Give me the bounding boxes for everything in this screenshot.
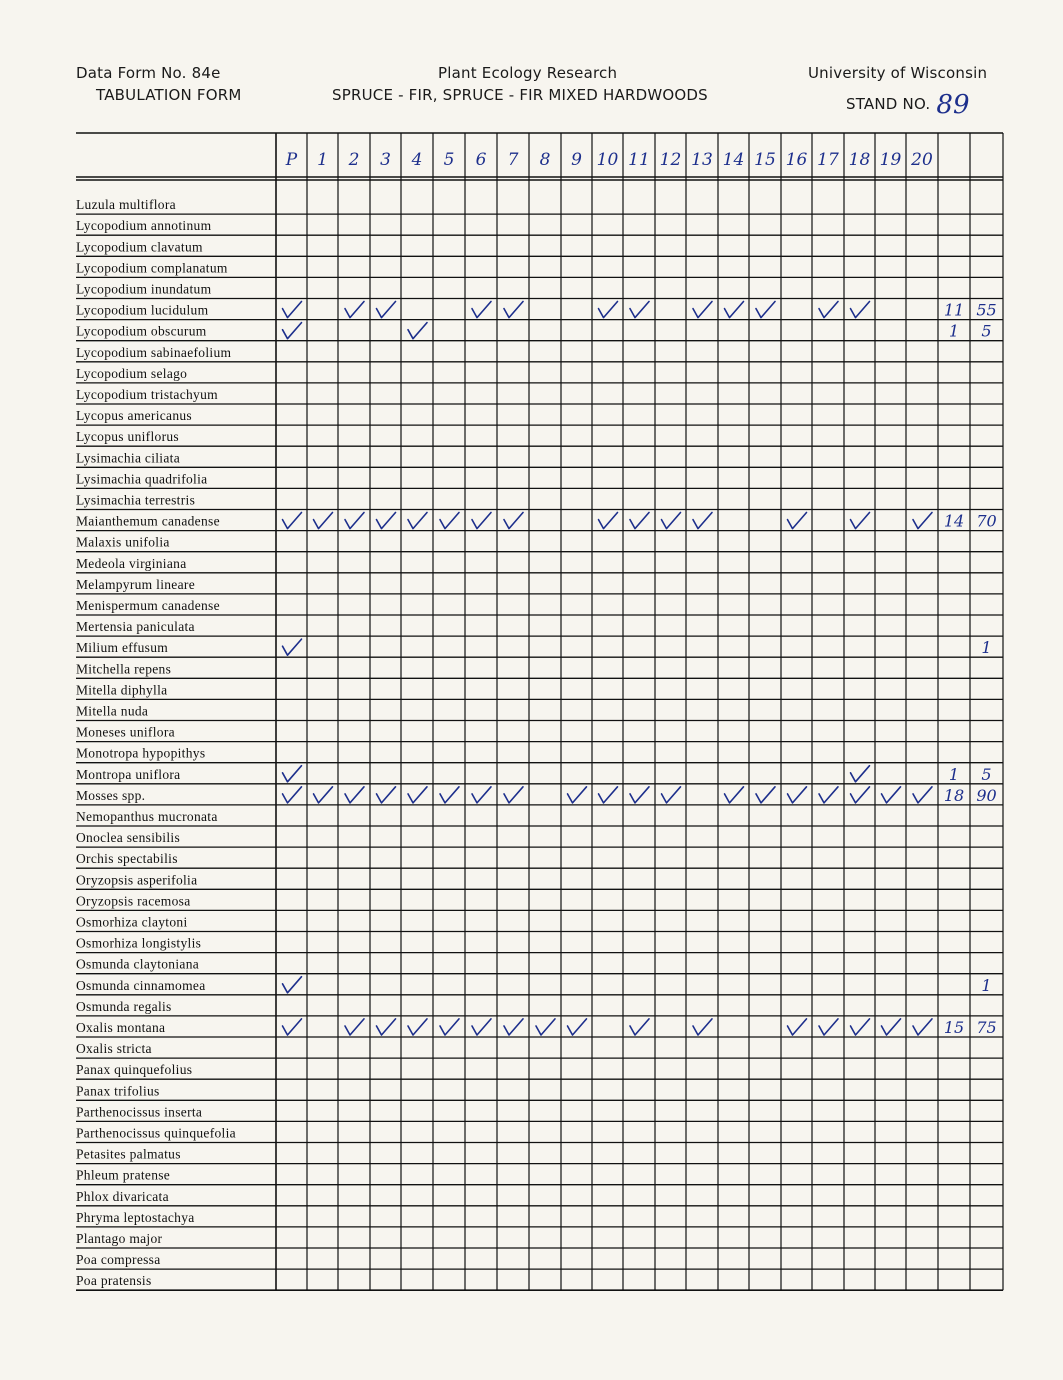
check-mark (345, 1019, 364, 1035)
check-mark (472, 787, 491, 803)
column-header: 3 (380, 150, 391, 170)
check-mark (377, 1019, 396, 1035)
species-name: Menispermum canadense (76, 598, 220, 613)
column-header: 17 (817, 150, 839, 170)
check-mark (630, 787, 649, 803)
column-header: P (285, 150, 298, 170)
species-name: Oxalis stricta (76, 1041, 152, 1057)
frequency-percent: 90 (976, 785, 997, 805)
species-name: Lycopodium clavatum (76, 239, 203, 255)
species-name: Petasites palmatus (76, 1146, 181, 1162)
check-mark (440, 513, 459, 529)
species-name: Oxalis montana (76, 1020, 166, 1035)
check-mark (408, 787, 427, 803)
species-name: Poa compressa (76, 1252, 161, 1268)
check-mark (504, 302, 523, 318)
species-name: Monotropa hypopithys (76, 745, 206, 761)
form-type: TABULATION FORM (96, 86, 242, 104)
check-mark (819, 1019, 838, 1035)
column-header: 14 (722, 150, 745, 170)
frequency-percent: 55 (976, 300, 997, 320)
species-name: Phlox divaricata (76, 1188, 169, 1204)
frequency-count: 15 (943, 1018, 965, 1037)
species-name: Lycopodium complanatum (76, 260, 228, 276)
form-subtitle: SPRUCE - FIR, SPRUCE - FIR MIXED HARDWOODS (332, 86, 708, 104)
check-mark (504, 1019, 523, 1035)
check-mark (504, 513, 523, 529)
species-name: Poa pratensis (76, 1273, 152, 1289)
check-mark (283, 302, 302, 318)
organization: Plant Ecology Research (438, 64, 618, 82)
check-mark (568, 787, 587, 803)
species-name: Osmunda claytoniana (76, 956, 200, 972)
column-header: 9 (571, 150, 582, 170)
stand-value: 89 (936, 90, 970, 120)
species-name: Osmunda regalis (76, 998, 172, 1014)
species-name: Lycopodium selago (76, 365, 188, 381)
species-name: Osmorhiza longistylis (76, 935, 202, 951)
species-name: Osmunda cinnamomea (76, 977, 206, 993)
column-header: 8 (539, 150, 551, 170)
check-mark (283, 787, 302, 803)
check-mark (314, 787, 333, 803)
species-name: Lycopodium obscurum (76, 323, 207, 339)
column-header: 4 (411, 150, 423, 170)
species-name: Plantago major (76, 1231, 163, 1246)
column-header: 5 (443, 150, 455, 170)
frequency-count: 18 (943, 785, 965, 805)
column-header: 1 (317, 150, 328, 170)
species-name: Mitella diphylla (76, 682, 168, 698)
species-name: Malaxis unifolia (76, 534, 170, 550)
species-name: Montropa uniflora (76, 766, 181, 782)
check-mark (283, 513, 302, 529)
column-header: 18 (848, 150, 871, 170)
check-mark (283, 1019, 302, 1035)
check-mark (693, 1019, 712, 1035)
check-mark (882, 1019, 901, 1035)
check-mark (568, 1019, 587, 1035)
check-mark (693, 513, 712, 529)
species-name: Milium effusum (76, 640, 169, 656)
frequency-percent: 5 (981, 321, 992, 341)
check-mark (283, 323, 302, 339)
check-mark (472, 1019, 491, 1035)
stand-label: STAND NO. (846, 95, 931, 113)
check-mark (788, 513, 807, 529)
column-header: 19 (879, 150, 902, 170)
species-name: Onoclea sensibilis (76, 830, 181, 846)
check-mark (788, 1019, 807, 1035)
species-name: Oryzopsis racemosa (76, 893, 191, 909)
species-name: Lysimachia quadrifolia (76, 471, 208, 487)
species-name: Orchis spectabilis (76, 851, 178, 867)
frequency-count: 14 (943, 511, 965, 531)
species-name: Mitella nuda (76, 703, 149, 719)
check-mark (788, 787, 807, 803)
check-mark (377, 302, 396, 318)
check-mark (377, 787, 396, 803)
check-mark (756, 787, 775, 803)
check-mark (851, 766, 870, 782)
species-name: Moneses uniflora (76, 724, 175, 740)
check-mark (440, 787, 459, 803)
check-mark (345, 302, 364, 318)
check-mark (725, 302, 744, 318)
species-name: Lycopus americanus (76, 408, 192, 424)
column-header: 7 (507, 150, 519, 170)
check-mark (882, 787, 901, 803)
species-name: Panax trifolius (76, 1083, 160, 1099)
frequency-percent: 1 (981, 638, 992, 658)
check-mark (377, 513, 396, 529)
check-mark (756, 302, 775, 318)
column-header: 11 (628, 150, 650, 170)
check-mark (662, 513, 681, 529)
frequency-percent: 5 (981, 764, 992, 784)
frequency-percent: 70 (976, 511, 997, 531)
column-header: 15 (754, 150, 776, 170)
check-mark (819, 302, 838, 318)
species-name: Medeola virginiana (76, 555, 187, 571)
column-header: 13 (691, 150, 713, 170)
species-name: Nemopanthus mucronata (76, 809, 218, 824)
check-mark (913, 1019, 932, 1035)
species-name: Osmorhiza claytoni (76, 914, 188, 930)
check-mark (599, 513, 618, 529)
check-mark (504, 787, 523, 803)
check-mark (599, 302, 618, 318)
species-name: Lycopodium tristachyum (76, 387, 218, 402)
species-name: Phleum pratense (76, 1167, 171, 1183)
check-mark (819, 787, 838, 803)
frequency-count: 11 (943, 300, 965, 320)
check-mark (693, 302, 712, 318)
check-mark (472, 302, 491, 318)
species-name: Lycopodium lucidulum (76, 302, 209, 318)
species-name: Lycopodium annotinum (76, 218, 212, 234)
species-name: Lysimachia terrestris (76, 492, 196, 508)
check-mark (662, 787, 681, 803)
check-mark (913, 787, 932, 803)
species-name: Panax quinquefolius (76, 1062, 193, 1078)
check-mark (345, 787, 364, 803)
column-header: 16 (785, 150, 808, 170)
column-header: 12 (659, 150, 682, 170)
university: University of Wisconsin (808, 64, 988, 82)
column-header: 6 (475, 150, 487, 170)
check-mark (851, 302, 870, 318)
check-mark (725, 787, 744, 803)
frequency-percent: 1 (981, 975, 992, 995)
species-name: Luzula multiflora (76, 197, 176, 213)
check-mark (408, 1019, 427, 1035)
species-name: Mertensia paniculata (76, 619, 195, 635)
column-header: 10 (596, 150, 619, 170)
check-mark (283, 977, 302, 993)
species-name: Parthenocissus quinquefolia (76, 1125, 236, 1141)
species-name: Lycopodium inundatum (76, 281, 212, 297)
check-mark (283, 766, 302, 782)
species-name: Phryma leptostachya (76, 1209, 195, 1225)
species-name: Parthenocissus inserta (76, 1104, 203, 1120)
check-mark (536, 1019, 555, 1035)
species-name: Oryzopsis asperifolia (76, 872, 198, 888)
check-mark (408, 513, 427, 529)
check-mark (630, 513, 649, 529)
column-header: 2 (348, 150, 360, 170)
form-number: Data Form No. 84e (76, 64, 221, 82)
column-header: 20 (911, 150, 933, 170)
check-mark (913, 513, 932, 529)
frequency-percent: 75 (976, 1018, 997, 1037)
check-mark (440, 1019, 459, 1035)
check-mark (314, 513, 333, 529)
check-mark (472, 513, 491, 529)
species-name: Lycopus uniflorus (76, 429, 179, 445)
check-mark (851, 513, 870, 529)
species-name: Lysimachia ciliata (76, 450, 180, 466)
check-mark (851, 787, 870, 803)
species-name: Mosses spp. (76, 787, 146, 803)
check-mark (630, 1019, 649, 1035)
frequency-count: 1 (948, 764, 960, 784)
check-mark (408, 323, 427, 339)
species-name: Maianthemum canadense (76, 513, 220, 529)
species-name: Lycopodium sabinaefolium (76, 344, 232, 360)
check-mark (630, 302, 649, 318)
check-mark (283, 639, 302, 655)
check-mark (851, 1019, 870, 1035)
check-mark (345, 513, 364, 529)
check-mark (599, 787, 618, 803)
species-name: Mitchella repens (76, 661, 172, 677)
frequency-count: 1 (948, 321, 960, 341)
species-name: Melampyrum lineare (76, 576, 195, 592)
